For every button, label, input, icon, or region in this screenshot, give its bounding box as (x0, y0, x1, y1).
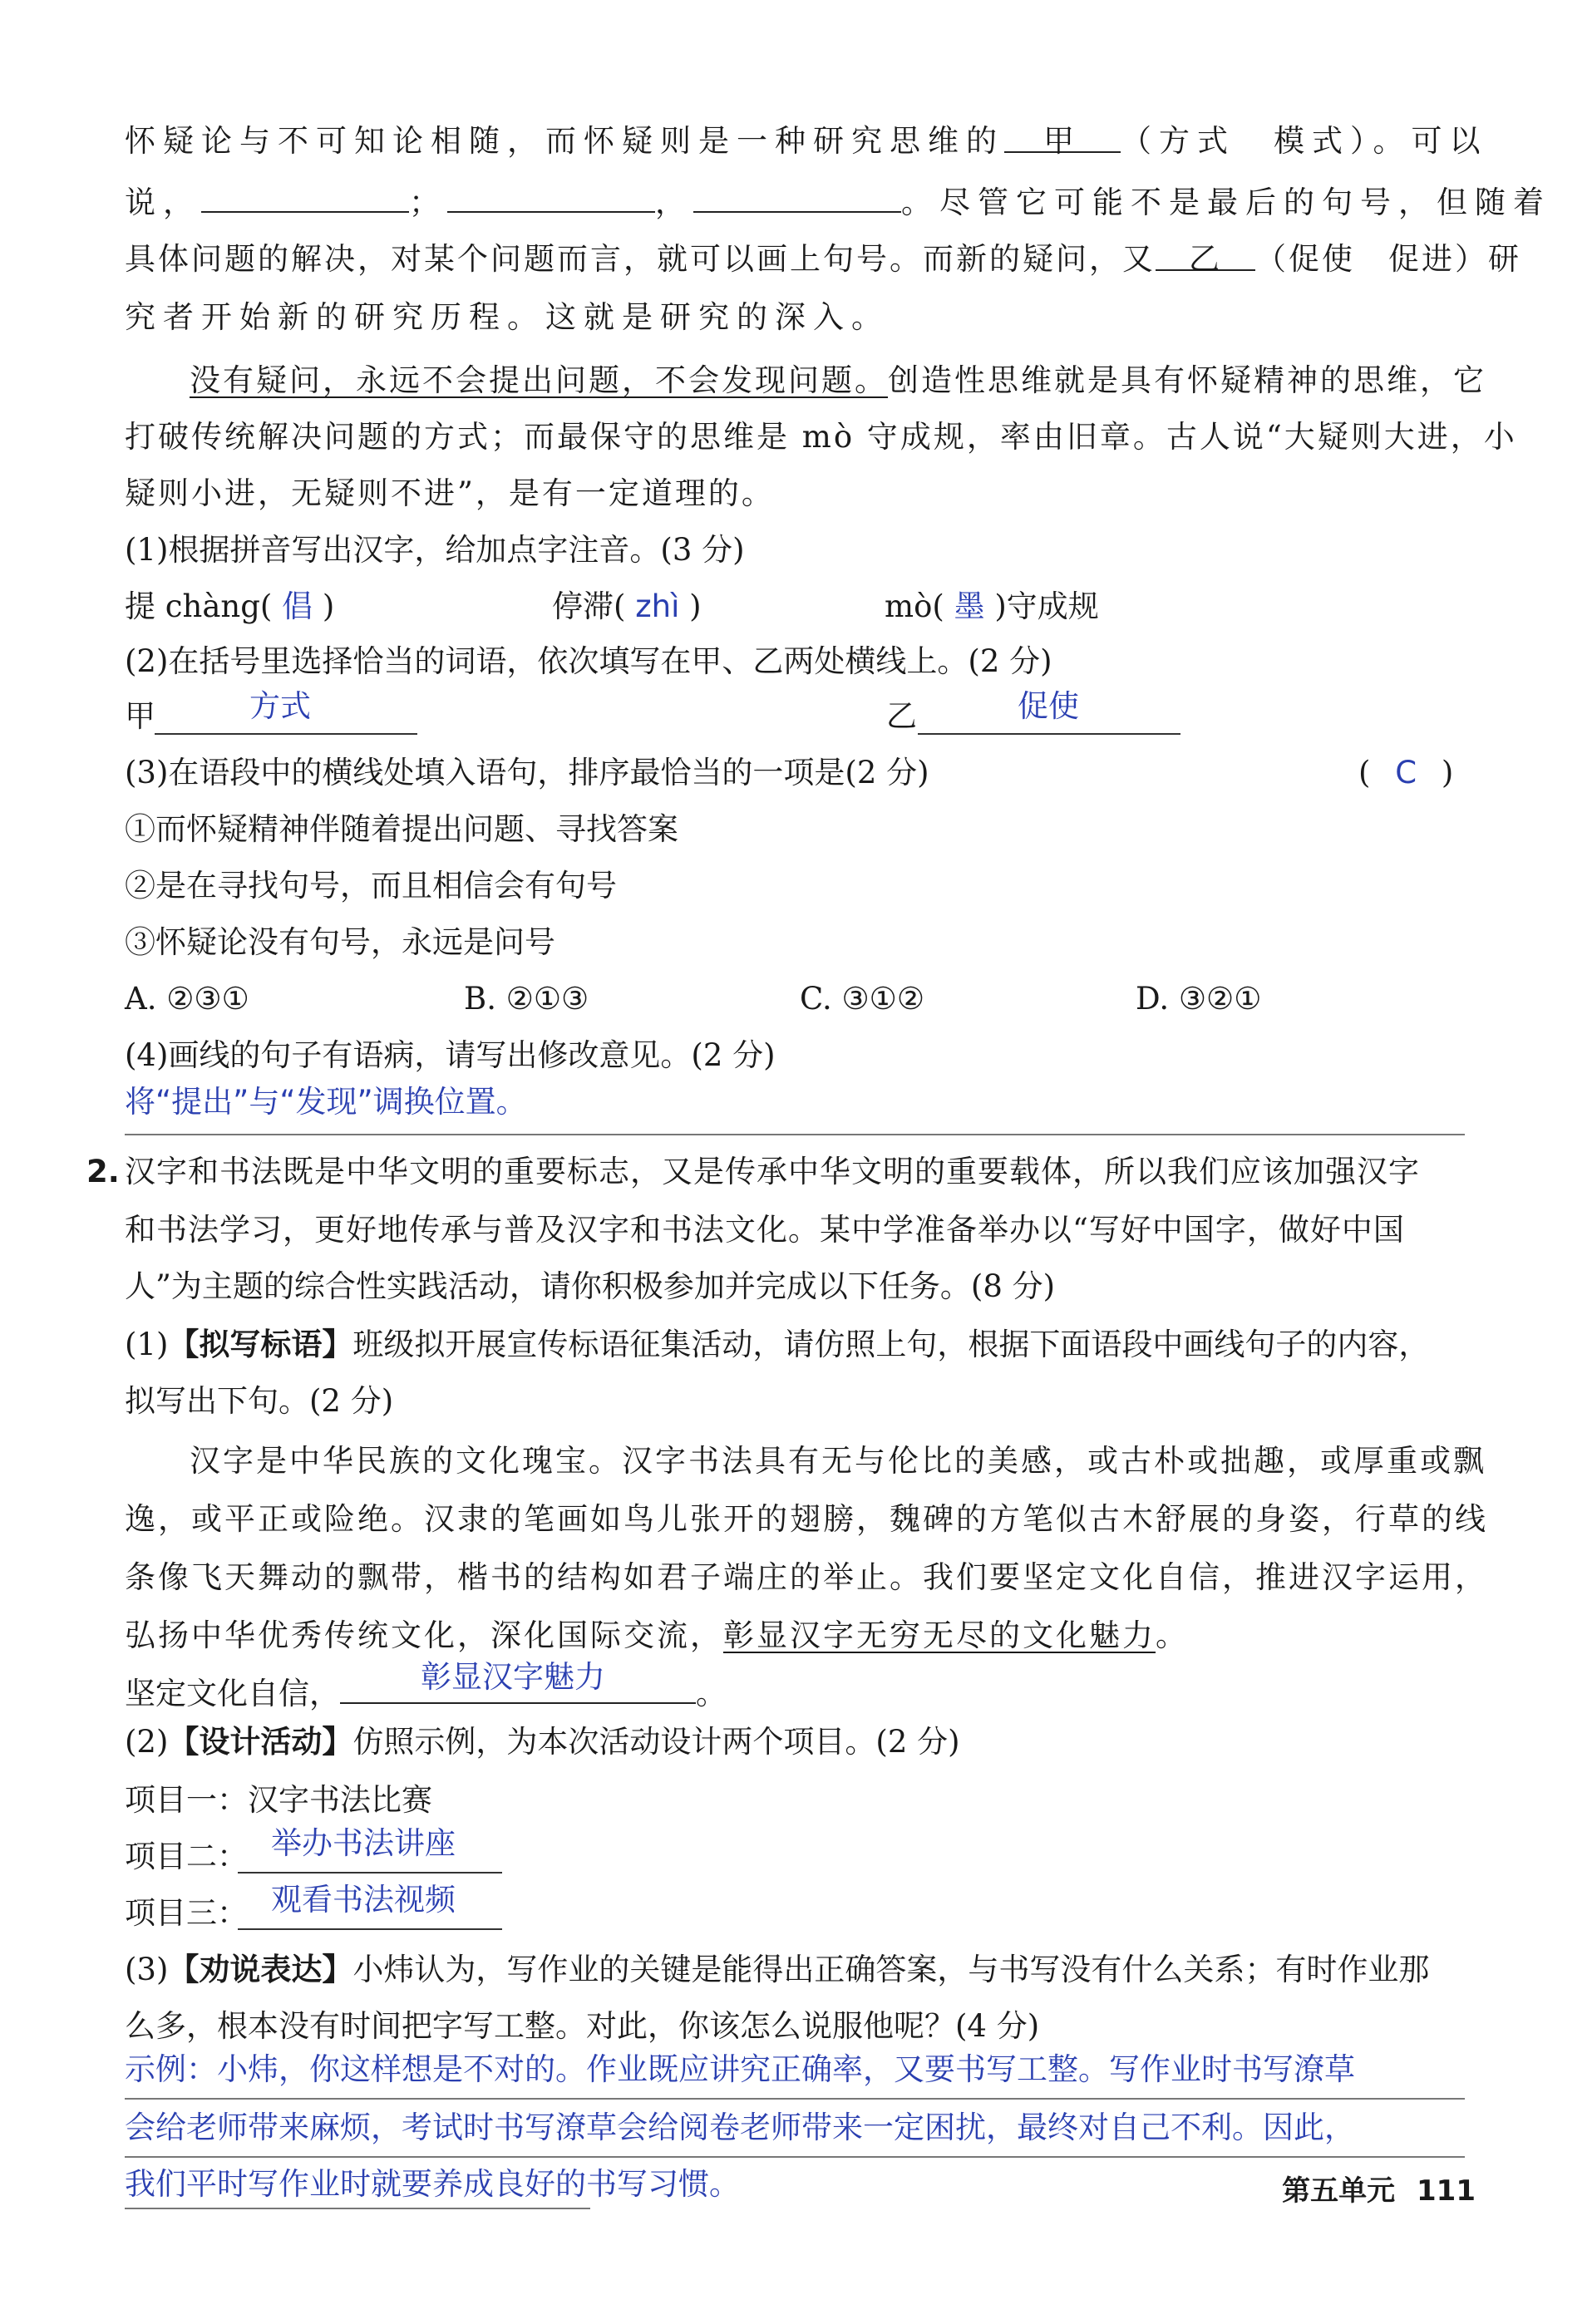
jia-answer-line (155, 733, 417, 735)
answer-rule (125, 2156, 1465, 2158)
q1-part1-a: 提 chàng( 倡 ) (125, 588, 335, 624)
task-tag: 【劝说表达】 (168, 1952, 353, 1987)
q2-intro-2: 和书法学习，更好地传承与普及汉字和书法文化。某中学准备举办以“写好中国字，做好中国 (125, 1212, 1405, 1248)
q1-part4-answer[interactable]: 将“提出”与“发现”调换位置。 (125, 1084, 527, 1120)
blank-3[interactable] (693, 181, 901, 213)
option-c[interactable]: C. ③①② (800, 981, 925, 1017)
blank-1[interactable] (201, 181, 409, 213)
passage-line-4: 究者开始新的研究历程。这就是研究的深入。 (125, 299, 890, 335)
passage-text: 具体问题的解决，对某个问题而言，就可以画上句号。而新的疑问，又 (125, 241, 1156, 277)
passage-line-1 (125, 121, 1488, 161)
passage-line-6: 打破传统解决问题的方式；而最保守的思维是 mò 守成规，率由旧章。古人说“大疑则大进，小 (125, 419, 1517, 455)
answer-slogan[interactable]: 彰显汉字魅力 (421, 1659, 605, 1695)
q2-part3-answer-2[interactable]: 会给老师带来麻烦，考试时书写潦草会给阅卷老师带来一定困扰，最终对自己不利。因此， (125, 2110, 1355, 2145)
q2-passage-4: 弘扬中华优秀传统文化，深化国际交流，彰显汉字无穷无尽的文化魅力。 (125, 1617, 1189, 1653)
q2-passage-3: 条像飞天舞动的飘带，楷书的结构如君子端庄的举止。我们要坚定文化自信，推进汉字运用， (125, 1559, 1488, 1595)
q1-jia-label: 甲 (125, 698, 155, 734)
option-d[interactable]: D. ③②① (1136, 981, 1262, 1017)
project-2-label: 项目二： (125, 1839, 248, 1874)
answer-rule (125, 2208, 590, 2209)
blank-2[interactable] (447, 181, 655, 213)
q2-part3-prompt: (3)【劝说表达】小炜认为，写作业的关键是能得出正确答案，与书写没有什么关系；有时作业那 (125, 1952, 1430, 1987)
task-tag: 【设计活动】 (168, 1724, 353, 1760)
passage-line-3 (125, 239, 1521, 279)
q1-part3-prompt: (3)在语段中的横线处填入语句，排序最恰当的一项是(2 分) (125, 755, 929, 790)
q1-item-1: ①而怀疑精神伴随着提出问题、寻找答案 (125, 811, 678, 847)
passage-line-7: 疑则小进，无疑则不进”，是有一定道理的。 (125, 475, 775, 511)
answer-rule (125, 1134, 1465, 1135)
q2-slogan-label: 坚定文化自信， 。 (125, 1669, 727, 1714)
q2-passage-2: 逸，或平正或险绝。汉隶的笔画如鸟儿张开的翅膀，魏碑的方笔似古木舒展的身姿，行草的线 (125, 1501, 1488, 1537)
passage-text: （方式 模式）。可以 (1121, 123, 1488, 159)
q2-part3-answer-1[interactable]: 示例：小炜，你这样想是不对的。作业既应讲究正确率，又要书写工整。写作业时书写潦草 (125, 2051, 1355, 2087)
blank-yi[interactable] (1156, 239, 1255, 277)
q2-intro-3: 人”为主题的综合性实践活动，请你积极参加并完成以下任务。(8 分) (125, 1268, 1056, 1304)
unit-title: 第五单元 (1282, 2174, 1396, 2208)
project-2-answer-line (238, 1872, 502, 1873)
q1-item-3: ③怀疑论没有句号，永远是问号 (125, 924, 555, 960)
page-number: 111 (1417, 2174, 1476, 2208)
yi-answer-line (918, 733, 1180, 735)
q1-part1-c: mò( 墨 )守成规 (885, 588, 1099, 624)
passage-text: 。尽管它可能不是最后的句号，但随着 (901, 185, 1551, 220)
project-3-answer-line (238, 1928, 502, 1930)
answer-yi[interactable]: 促使 (1018, 688, 1079, 724)
q2-passage-1: 汉字是中华民族的文化瑰宝。汉字书法具有无与伦比的美感，或古朴或拙趣，或厚重或飘 (190, 1443, 1486, 1479)
task-tag: 【拟写标语】 (168, 1327, 353, 1362)
passage-line-5 (190, 361, 1486, 401)
answer-project-2[interactable]: 举办书法讲座 (271, 1825, 456, 1861)
q1-yi-label: 乙 (886, 698, 917, 734)
passage-text: 说， (125, 185, 201, 220)
q2-part3-answer-3[interactable]: 我们平时写作业时就要养成良好的书写习惯。 (125, 2166, 740, 2202)
project-3-label: 项目三： (125, 1895, 248, 1931)
page-footer (1282, 2173, 1476, 2209)
answer-jia[interactable]: 方式 (249, 688, 311, 724)
underlined-sentence: 彰显汉字无穷无尽的文化魅力 (723, 1617, 1156, 1653)
passage-line-2: 说， ； ， 。尽管它可能不是最后的句号，但随着 (125, 181, 1551, 223)
q1-part3-answer-bracket: ( C ) (1358, 755, 1454, 790)
q1-part1-prompt: (1)根据拼音写出汉字，给加点字注音。(3 分) (125, 532, 745, 568)
blank-yi-label: 乙 (1189, 241, 1222, 277)
q1-part4-prompt: (4)画线的句子有语病，请写出修改意见。(2 分) (125, 1037, 776, 1073)
q2-part1-prompt-2: 拟写出下句。(2 分) (125, 1383, 394, 1419)
passage-text: 怀疑论与不可知论相随，而怀疑则是一种研究思维的 (125, 123, 1004, 159)
option-a[interactable]: A. ②③① (125, 981, 249, 1017)
option-b[interactable]: B. ②①③ (464, 981, 589, 1017)
underlined-sentence: 没有疑问，永远不会提出问题，不会发现问题。 (190, 362, 888, 398)
question-2-number: 2. (86, 1154, 120, 1189)
q2-intro-1: 汉字和书法既是中华文明的重要标志，又是传承中华文明的重要载体，所以我们应该加强汉字 (125, 1154, 1420, 1189)
project-1: 项目一：汉字书法比赛 (125, 1782, 432, 1818)
answer-chang[interactable]: 倡 (282, 588, 313, 624)
blank-jia[interactable] (1004, 121, 1121, 159)
passage-text: 创造性思维就是具有怀疑精神的思维，它 (888, 362, 1486, 398)
q1-part2-prompt: (2)在括号里选择恰当的词语，依次填写在甲、乙两处横线上。(2 分) (125, 643, 1052, 679)
answer-zhi[interactable]: zhì (635, 588, 680, 624)
answer-order[interactable]: C (1395, 755, 1417, 790)
passage-text: （促使 促进）研 (1255, 241, 1521, 277)
answer-project-3[interactable]: 观看书法视频 (271, 1882, 456, 1918)
q2-part2-prompt: (2)【设计活动】仿照示例，为本次活动设计两个项目。(2 分) (125, 1724, 960, 1760)
blank-jia-label: 甲 (1043, 123, 1082, 159)
q1-item-2: ②是在寻找句号，而且相信会有句号 (125, 868, 617, 904)
q2-part3-prompt-2: 么多，根本没有时间把字写工整。对此，你该怎么说服他呢？(4 分) (125, 2008, 1040, 2044)
answer-mo[interactable]: 墨 (954, 588, 985, 624)
answer-rule (125, 2098, 1465, 2100)
q2-part1-prompt: (1)【拟写标语】班级拟开展宣传标语征集活动，请仿照上句，根据下面语段中画线句子的内容， (125, 1327, 1430, 1362)
q1-part1-b: 停滞( zhì ) (552, 588, 702, 624)
